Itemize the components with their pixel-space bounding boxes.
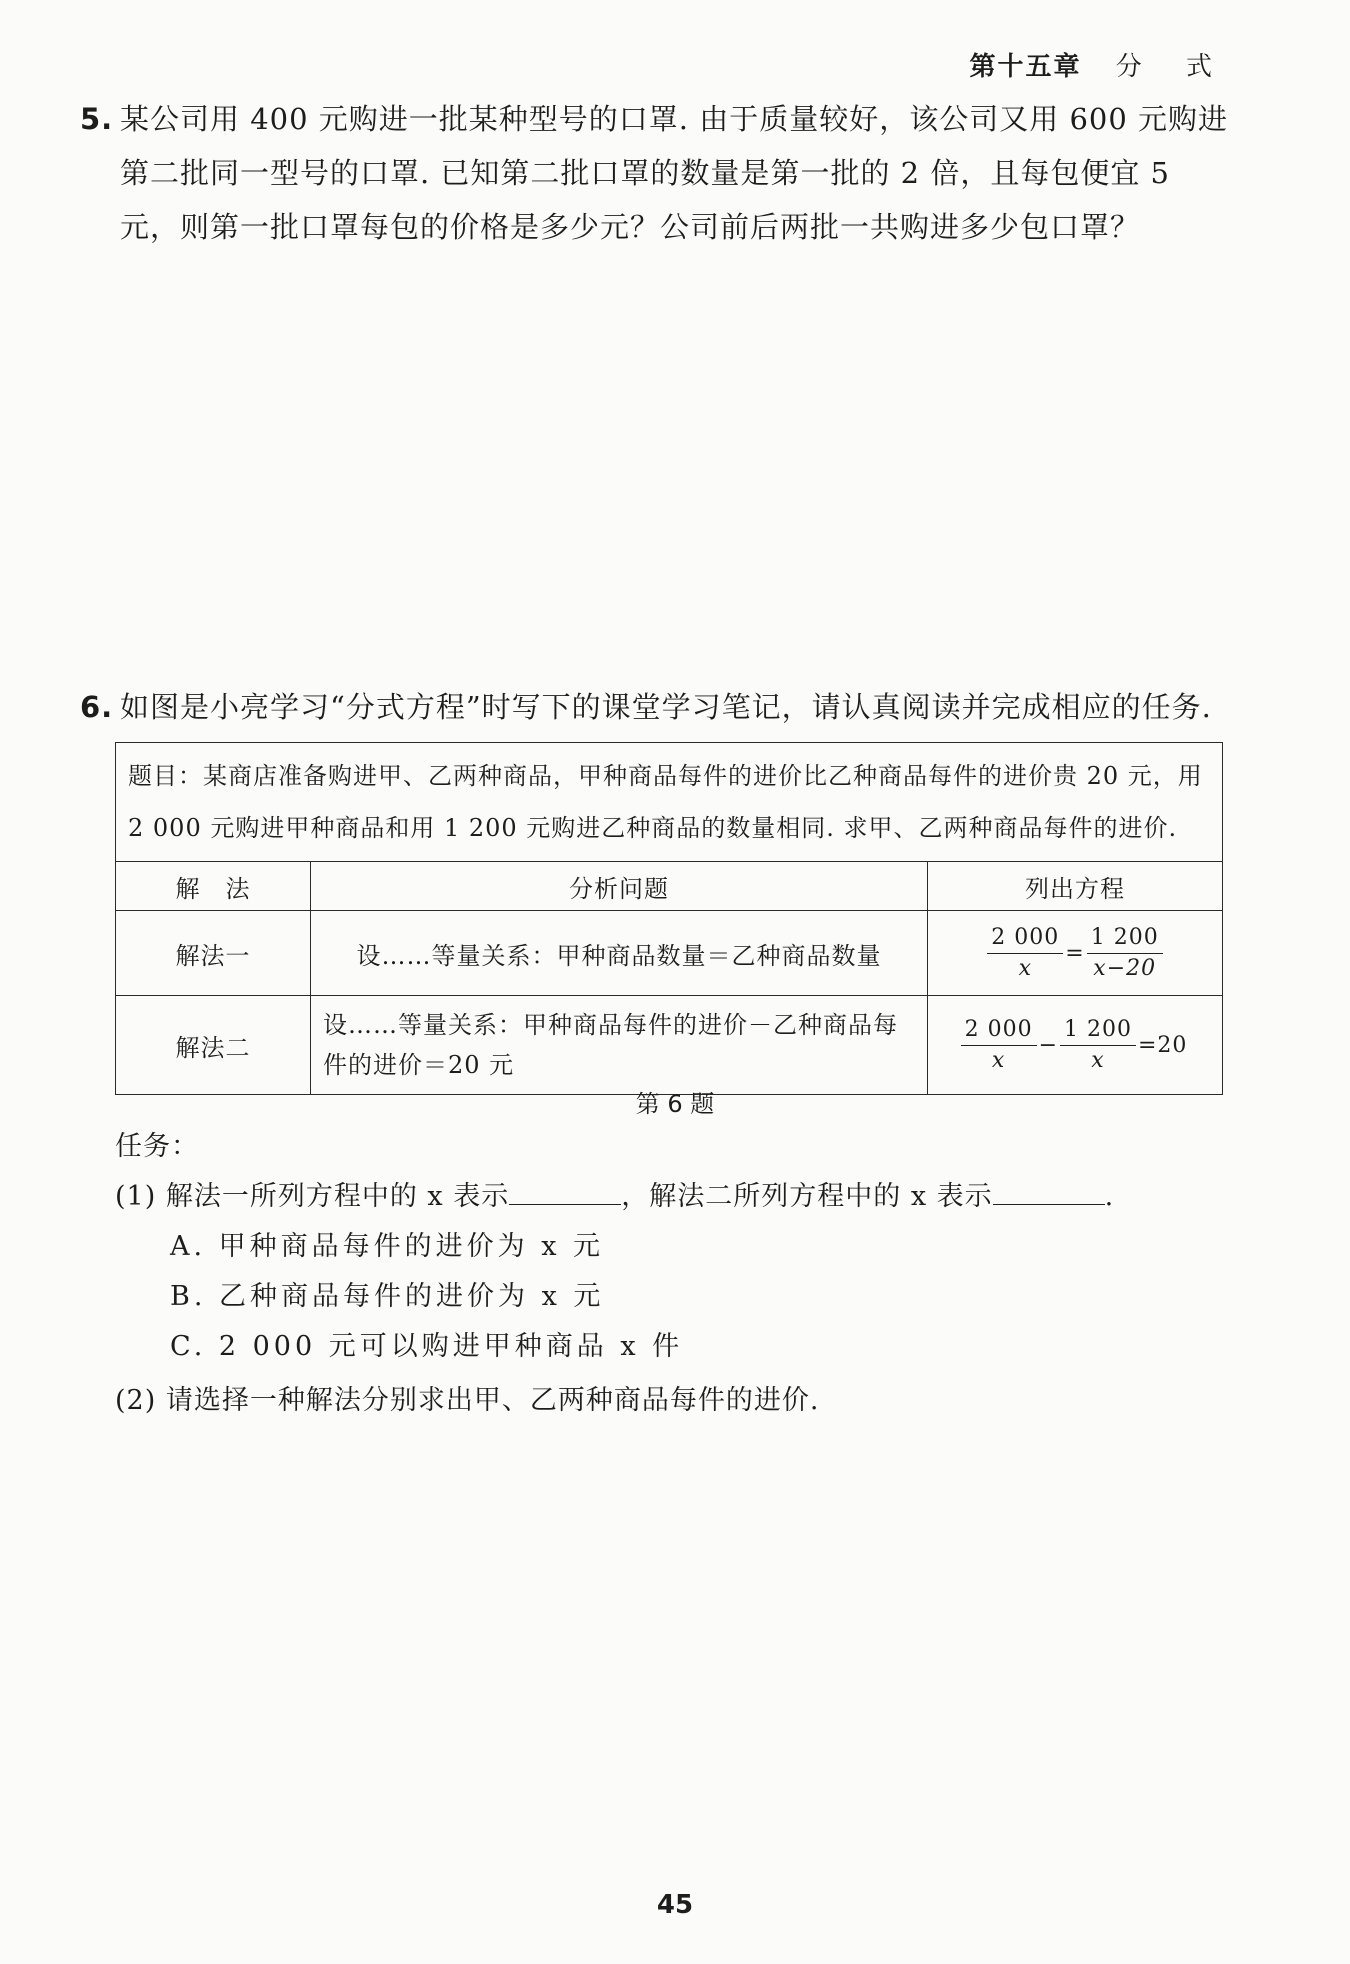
task-1-end: . <box>1104 1181 1115 1212</box>
table-header-row <box>116 862 1223 911</box>
question-text: 某公司用 400 元购进一批某种型号的口罩. 由于质量较好，该公司又用 600 元购进第二批同一型号的口罩. 已知第二批口罩的数量是第一批的 2 倍，且每包便宜 5 元，则第一批口罩每包的价格是多少元？公司前后两批一共购进多少包口罩？ <box>120 102 1229 244</box>
answer-blank[interactable] <box>993 1176 1105 1205</box>
fraction <box>1087 923 1163 984</box>
answer-blank[interactable] <box>509 1176 621 1205</box>
task-1-text-a: (1) 解法一所列方程中的 x 表示 <box>115 1181 510 1212</box>
page-number: 45 <box>656 1890 694 1920</box>
question-number: 5. <box>80 102 114 136</box>
option-c: C. 2 000 元可以购进甲种商品 x 件 <box>170 1331 684 1362</box>
numerator: 2 000 <box>987 923 1063 954</box>
option-a: A. 甲种商品每件的进价为 x 元 <box>170 1231 605 1262</box>
numerator: 2 000 <box>961 1015 1037 1046</box>
equation <box>928 996 1223 1095</box>
task-1-text-b: ，解法二所列方程中的 x 表示 <box>621 1181 993 1212</box>
figure-caption: 第 6 题 <box>635 1090 715 1118</box>
equation-rhs: =20 <box>1137 1032 1188 1058</box>
header-analysis: 分析问题 <box>311 862 928 911</box>
fraction <box>987 923 1063 984</box>
chapter-header <box>969 46 1230 83</box>
option-b: B. 乙种商品每件的进价为 x 元 <box>170 1281 605 1312</box>
denominator: x−20 <box>1093 955 1157 981</box>
equation <box>928 911 1223 996</box>
chapter-title: 第十五章 <box>969 52 1082 82</box>
fraction <box>961 1015 1037 1076</box>
question-6 <box>80 680 1240 734</box>
analysis-text: 设……等量关系：甲种商品数量＝乙种商品数量 <box>311 911 928 996</box>
denominator: x <box>1018 955 1032 981</box>
method-label: 解法一 <box>116 911 311 996</box>
question-number: 6. <box>80 690 114 724</box>
fraction <box>1060 1015 1136 1076</box>
equals-sign: = <box>1065 940 1085 966</box>
header-method: 解 法 <box>116 862 311 911</box>
table-row <box>116 911 1223 996</box>
task-1 <box>115 1172 1114 1222</box>
denominator: x <box>991 1047 1006 1073</box>
numerator: 1 200 <box>1087 923 1163 954</box>
header-equation: 列出方程 <box>928 862 1223 911</box>
analysis-text: 设……等量关系：甲种商品每件的进价－乙种商品每件的进价＝20 元 <box>311 996 928 1095</box>
problem-statement: 题目：某商店准备购进甲、乙两种商品，甲种商品每件的进价比乙种商品每件的进价贵 20 元，用 2 000 元购进甲种商品和用 1 200 元购进乙种商品的数量相同. 求甲、乙两种商品每件的进价. <box>116 743 1223 862</box>
task-title: 任务： <box>115 1131 199 1162</box>
denominator: x <box>1091 1047 1105 1073</box>
study-notes-table <box>115 742 1223 1095</box>
table-row <box>116 996 1223 1095</box>
question-text: 如图是小亮学习“分式方程”时写下的课堂学习笔记，请认真阅读并完成相应的任务. <box>120 690 1212 724</box>
chapter-topic: 分 式 <box>1115 52 1230 82</box>
minus-sign: − <box>1038 1032 1058 1058</box>
method-label: 解法二 <box>116 996 311 1095</box>
question-5 <box>80 92 1240 254</box>
numerator: 1 200 <box>1060 1015 1136 1046</box>
task-2: (2) 请选择一种解法分别求出甲、乙两种商品每件的进价. <box>115 1385 820 1416</box>
